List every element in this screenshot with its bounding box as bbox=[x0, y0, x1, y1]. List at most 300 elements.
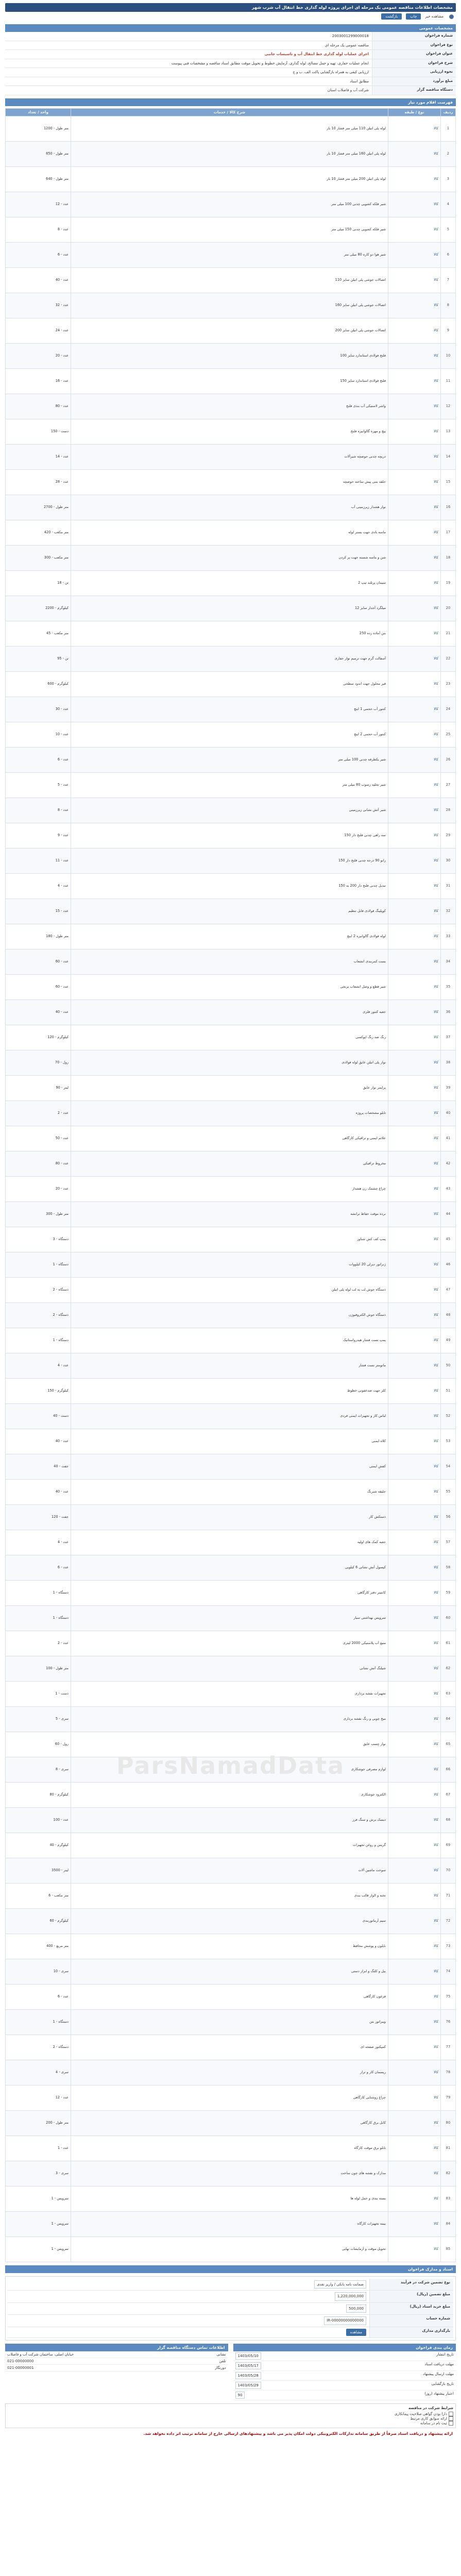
doc-price-value: 500,000 bbox=[346, 2304, 366, 2313]
item-unit: دستگاه - 1 bbox=[6, 1252, 71, 1277]
item-desc: کلاه ایمنی bbox=[71, 1429, 388, 1454]
table-row bbox=[6, 949, 456, 974]
item-no: 61 bbox=[441, 1631, 456, 1656]
item-unit: عدد - 40 bbox=[6, 1479, 71, 1504]
item-unit: عدد - 6 bbox=[6, 1555, 71, 1580]
table-row bbox=[6, 1580, 456, 1605]
item-no: 36 bbox=[441, 999, 456, 1025]
guarantee-select[interactable]: ضمانت نامه بانکی / واریز نقدی bbox=[314, 2280, 366, 2289]
table-row bbox=[6, 873, 456, 899]
item-desc: تابلو برق موقت کارگاه bbox=[71, 2136, 388, 2161]
item-desc: دستگاه جوش الکتروفیوژن bbox=[71, 1302, 388, 1328]
item-desc: زانو 90 درجه چدنی فلنج دار 150 bbox=[71, 848, 388, 873]
table-row bbox=[6, 2060, 456, 2085]
item-unit: سری - 3 bbox=[6, 2161, 71, 2186]
item-no: 71 bbox=[441, 1883, 456, 1908]
item-no: 58 bbox=[441, 1555, 456, 1580]
item-no: 17 bbox=[441, 520, 456, 545]
field-key: شماره فراخوان bbox=[372, 32, 456, 41]
item-desc: سوخت ماشین آلات bbox=[71, 1858, 388, 1883]
bank-row bbox=[8, 2315, 453, 2327]
checkbox-icon[interactable] bbox=[449, 2412, 453, 2416]
item-type: کالا bbox=[388, 2110, 441, 2136]
table-row bbox=[6, 1050, 456, 1075]
item-no: 45 bbox=[441, 1227, 456, 1252]
item-unit: عدد - 100 bbox=[6, 1807, 71, 1833]
table-row bbox=[6, 242, 456, 267]
item-no: 32 bbox=[441, 899, 456, 924]
contact-row bbox=[5, 2358, 228, 2365]
item-type: کالا bbox=[388, 1429, 441, 1454]
item-no: 79 bbox=[441, 2085, 456, 2110]
item-no: 41 bbox=[441, 1126, 456, 1151]
item-desc: نوار هشدار زیرزمینی آب bbox=[71, 495, 388, 520]
item-unit: دستگاه - 1 bbox=[6, 1605, 71, 1631]
table-row bbox=[6, 1833, 456, 1858]
item-unit: متر طول - 2700 bbox=[6, 495, 71, 520]
table-row bbox=[6, 1454, 456, 1479]
table-row bbox=[6, 267, 456, 293]
item-type: کالا bbox=[388, 1176, 441, 1201]
item-desc: مخروط ترافیکی bbox=[71, 1151, 388, 1176]
item-desc: سرویس بهداشتی سیار bbox=[71, 1605, 388, 1631]
item-no: 25 bbox=[441, 722, 456, 747]
doc-price-label: مبلغ خرید اسناد (ریال) bbox=[369, 2303, 453, 2315]
condition-label: ارائه سوابق کاری مرتبط bbox=[410, 2416, 447, 2421]
item-unit: عدد - 8 bbox=[6, 217, 71, 242]
table-row bbox=[6, 697, 456, 722]
item-type: کالا bbox=[388, 1277, 441, 1302]
item-no: 81 bbox=[441, 2136, 456, 2161]
item-no: 21 bbox=[441, 621, 456, 646]
item-no: 44 bbox=[441, 1201, 456, 1227]
item-unit: عدد - 28 bbox=[6, 469, 71, 495]
schedule-key: مهلت ارسال پیشنهاد bbox=[423, 2372, 454, 2376]
item-type: کالا bbox=[388, 2186, 441, 2211]
item-desc: لباس کار و تجهیزات ایمنی فردی bbox=[71, 1403, 388, 1429]
items-header-row bbox=[6, 108, 456, 116]
item-desc: کمپکتور صفحه ای bbox=[71, 2035, 388, 2060]
item-desc: ژنراتور دیزلی 20 کیلووات bbox=[71, 1252, 388, 1277]
item-type: کالا bbox=[388, 798, 441, 823]
col-no-header: ردیف bbox=[441, 108, 456, 116]
table-row bbox=[6, 1908, 456, 1934]
print-button[interactable]: چاپ bbox=[406, 13, 421, 20]
schedule-panel bbox=[233, 2341, 456, 2400]
item-unit: عدد - 40 bbox=[6, 1429, 71, 1454]
item-type: کالا bbox=[388, 899, 441, 924]
item-no: 11 bbox=[441, 368, 456, 394]
item-unit: سرویس - 1 bbox=[6, 2211, 71, 2236]
item-no: 48 bbox=[441, 1302, 456, 1328]
item-no: 47 bbox=[441, 1277, 456, 1302]
table-row bbox=[6, 318, 456, 343]
item-unit: کیلوگرم - 40 bbox=[6, 1833, 71, 1858]
table-row bbox=[6, 2110, 456, 2136]
checkbox-icon[interactable] bbox=[449, 2421, 453, 2426]
item-unit: عدد - 40 bbox=[6, 267, 71, 293]
item-type: کالا bbox=[388, 242, 441, 267]
condition-item[interactable] bbox=[8, 2412, 453, 2416]
item-unit: عدد - 80 bbox=[6, 1151, 71, 1176]
item-no: 75 bbox=[441, 1984, 456, 2009]
table-row bbox=[6, 394, 456, 419]
item-unit: رول - 60 bbox=[6, 1732, 71, 1757]
item-type: کالا bbox=[388, 1580, 441, 1605]
item-type: کالا bbox=[388, 394, 441, 419]
item-unit: عدد - 5 bbox=[6, 772, 71, 798]
item-unit: کیلوگرم - 60 bbox=[6, 1908, 71, 1934]
item-desc: تجهیزات نقشه برداری bbox=[71, 1681, 388, 1706]
schedule-row bbox=[233, 2351, 456, 2361]
item-type: کالا bbox=[388, 2161, 441, 2186]
item-no: 38 bbox=[441, 1050, 456, 1075]
item-unit: عدد - 12 bbox=[6, 2085, 71, 2110]
item-no: 77 bbox=[441, 2035, 456, 2060]
item-no: 39 bbox=[441, 1075, 456, 1100]
contact-panel bbox=[5, 2341, 228, 2400]
table-row bbox=[6, 974, 456, 999]
item-type: کالا bbox=[388, 697, 441, 722]
field-key: نوع فراخوان bbox=[372, 41, 456, 50]
table-row bbox=[6, 1126, 456, 1151]
field-value: شرکت آب و فاضلاب استان bbox=[327, 88, 369, 92]
field-value: مطابق اسناد bbox=[350, 79, 369, 83]
back-button[interactable]: بازگشت bbox=[381, 13, 402, 20]
table-row bbox=[6, 469, 456, 495]
table-row bbox=[6, 621, 456, 646]
table-row bbox=[6, 1858, 456, 1883]
item-desc: بتن آماده رده 250 bbox=[71, 621, 388, 646]
guarantee-row bbox=[8, 2279, 453, 2291]
item-type: کالا bbox=[388, 1605, 441, 1631]
item-type: کالا bbox=[388, 999, 441, 1025]
item-unit: متر مربع - 400 bbox=[6, 1934, 71, 1959]
checkbox-icon[interactable] bbox=[449, 2416, 453, 2421]
item-no: 56 bbox=[441, 1504, 456, 1530]
table-row bbox=[6, 1429, 456, 1454]
item-no: 65 bbox=[441, 1732, 456, 1757]
item-unit: متر مکعب - 45 bbox=[6, 621, 71, 646]
item-unit: لیتر - 90 bbox=[6, 1075, 71, 1100]
item-desc: لوله پلی اتیلن 160 میلی متر فشار 10 بار bbox=[71, 141, 388, 166]
item-desc: بیل و کلنگ و ابزار دستی bbox=[71, 1959, 388, 1984]
field-value: مناقصه عمومی یک مرحله ای bbox=[325, 43, 369, 47]
item-desc: جعبه کنتور فلزی bbox=[71, 999, 388, 1025]
item-no: 15 bbox=[441, 469, 456, 495]
schedule-key: تاریخ انتشار bbox=[436, 2352, 454, 2357]
item-type: کالا bbox=[388, 520, 441, 545]
item-desc: لوله فولادی گالوانیزه 2 اینچ bbox=[71, 924, 388, 949]
item-desc: نوار چسب عایق bbox=[71, 1732, 388, 1757]
item-type: کالا bbox=[388, 217, 441, 242]
item-type: کالا bbox=[388, 671, 441, 697]
table-row bbox=[6, 848, 456, 873]
item-unit: لیتر - 3500 bbox=[6, 1858, 71, 1883]
notice-text: ارائه پیشنهاد و دریافت اسناد صرفاً از طریق سامانه تدارکات الکترونیکی دولت امکان پذیر می باشد و پیشنهادهای ارسالی خارج از سامانه ترتیب اثر داده نخواهد شد. bbox=[143, 2431, 453, 2436]
item-type: کالا bbox=[388, 1908, 441, 1934]
item-desc: شیر آتش نشانی زیرزمینی bbox=[71, 798, 388, 823]
item-type: کالا bbox=[388, 1959, 441, 1984]
item-unit: کیلوگرم - 150 bbox=[6, 1378, 71, 1403]
toolbar bbox=[5, 12, 456, 21]
item-unit: عدد - 60 bbox=[6, 949, 71, 974]
item-unit: عدد - 80 bbox=[6, 394, 71, 419]
item-no: 6 bbox=[441, 242, 456, 267]
item-unit: عدد - 12 bbox=[6, 192, 71, 217]
item-desc: میلگرد آجدار سایز 12 bbox=[71, 596, 388, 621]
item-no: 42 bbox=[441, 1151, 456, 1176]
upload-label: بارگذاری مدارک bbox=[369, 2327, 453, 2338]
item-type: کالا bbox=[388, 141, 441, 166]
table-row bbox=[6, 1100, 456, 1126]
item-desc: تحویل موقت و آزمایشات نهایی bbox=[71, 2236, 388, 2262]
item-desc: دستکش کار bbox=[71, 1504, 388, 1530]
table-row bbox=[6, 1328, 456, 1353]
condition-label: دارا بودن گواهی صلاحیت پیمانکاری bbox=[394, 2412, 447, 2416]
item-unit: عدد - 6 bbox=[6, 242, 71, 267]
item-no: 40 bbox=[441, 1100, 456, 1126]
item-type: کالا bbox=[388, 419, 441, 444]
table-row bbox=[6, 293, 456, 318]
item-no: 46 bbox=[441, 1252, 456, 1277]
item-no: 52 bbox=[441, 1403, 456, 1429]
item-no: 59 bbox=[441, 1580, 456, 1605]
item-unit: عدد - 11 bbox=[6, 848, 71, 873]
view-radio[interactable] bbox=[449, 14, 454, 19]
item-desc: دستگاه جوش لب به لب لوله پلی اتیلن bbox=[71, 1277, 388, 1302]
item-no: 72 bbox=[441, 1908, 456, 1934]
general-fields bbox=[5, 32, 456, 95]
table-row bbox=[6, 798, 456, 823]
item-desc: مانومتر تست فشار bbox=[71, 1353, 388, 1378]
amount-label: مبلغ تضمین (ریال) bbox=[369, 2291, 453, 2302]
condition-item[interactable] bbox=[8, 2416, 453, 2421]
schedule-section-title: زمان بندی فراخوان bbox=[233, 2344, 456, 2351]
item-no: 16 bbox=[441, 495, 456, 520]
table-row bbox=[6, 747, 456, 772]
table-row bbox=[6, 1403, 456, 1429]
item-desc: شیر فلکه کشویی چدنی 150 میلی متر bbox=[71, 217, 388, 242]
item-desc: تخته و الوار قالب بندی bbox=[71, 1883, 388, 1908]
schedule-value: 1403/05/29 bbox=[235, 2382, 261, 2389]
item-type: کالا bbox=[388, 1126, 441, 1151]
item-no: 8 bbox=[441, 293, 456, 318]
item-desc: کپسول آتش نشانی 6 کیلویی bbox=[71, 1555, 388, 1580]
table-row bbox=[6, 192, 456, 217]
item-desc: اتصالات جوشی پلی اتیلن سایز 110 bbox=[71, 267, 388, 293]
item-unit: سری - 10 bbox=[6, 1959, 71, 1984]
table-row bbox=[6, 166, 456, 192]
item-unit: عدد - 50 bbox=[6, 1126, 71, 1151]
item-unit: عدد - 8 bbox=[6, 798, 71, 823]
item-desc: تبدیل چدنی فلنج دار 200 به 150 bbox=[71, 873, 388, 899]
amount-value: 1,220,000,000 bbox=[335, 2292, 366, 2301]
contact-key: دورنگار bbox=[215, 2366, 226, 2370]
item-desc: منبع آب پلاستیکی 2000 لیتری bbox=[71, 1631, 388, 1656]
item-unit: عدد - 32 bbox=[6, 293, 71, 318]
table-row bbox=[6, 1959, 456, 1984]
documents-box bbox=[5, 2276, 456, 2341]
item-no: 49 bbox=[441, 1328, 456, 1353]
schedule-key: مهلت دریافت اسناد bbox=[424, 2362, 454, 2366]
item-desc: میخ چوبی و رنگ نقشه برداری bbox=[71, 1706, 388, 1732]
item-type: کالا bbox=[388, 1025, 441, 1050]
item-no: 73 bbox=[441, 1934, 456, 1959]
item-no: 63 bbox=[441, 1681, 456, 1706]
item-unit: دستگاه - 1 bbox=[6, 2009, 71, 2035]
item-desc: فلنج فولادی استاندارد سایز 150 bbox=[71, 368, 388, 394]
item-unit: عدد - 9 bbox=[6, 823, 71, 848]
table-row bbox=[6, 520, 456, 545]
documents-section-title: اسناد و مدارک فراخوان bbox=[5, 2265, 456, 2273]
guarantee-label: نوع تضمین شرکت در فرآیند bbox=[369, 2279, 453, 2291]
item-unit: سری - 4 bbox=[6, 2060, 71, 2085]
item-type: کالا bbox=[388, 1706, 441, 1732]
item-type: کالا bbox=[388, 495, 441, 520]
field-row bbox=[5, 86, 456, 95]
field-row bbox=[5, 41, 456, 50]
field-value: ارزیابی کیفی به همراه بازگشایی پاکت الف، ب و ج bbox=[293, 70, 369, 74]
table-row bbox=[6, 545, 456, 570]
item-desc: تابلو مشخصات پروژه bbox=[71, 1100, 388, 1126]
field-row bbox=[5, 59, 456, 69]
item-no: 57 bbox=[441, 1530, 456, 1555]
table-row bbox=[6, 1984, 456, 2009]
item-desc: ریسمان کار و تراز bbox=[71, 2060, 388, 2085]
item-type: کالا bbox=[388, 343, 441, 368]
item-desc: کابل برق کارگاهی bbox=[71, 2110, 388, 2136]
item-type: کالا bbox=[388, 1403, 441, 1429]
item-type: کالا bbox=[388, 848, 441, 873]
item-type: کالا bbox=[388, 1504, 441, 1530]
table-row bbox=[6, 1605, 456, 1631]
item-no: 82 bbox=[441, 2161, 456, 2186]
item-desc: لوله پلی اتیلن 200 میلی متر فشار 10 بار bbox=[71, 166, 388, 192]
table-row bbox=[6, 1782, 456, 1807]
item-desc: فلنج فولادی استاندارد سایز 100 bbox=[71, 343, 388, 368]
item-unit: عدد - 4 bbox=[6, 1530, 71, 1555]
item-unit: عدد - 16 bbox=[6, 368, 71, 394]
view-label: مشاهده خبر bbox=[425, 14, 443, 19]
item-unit: کیلوگرم - 2200 bbox=[6, 596, 71, 621]
table-row bbox=[6, 646, 456, 671]
item-unit: دست - 150 bbox=[6, 419, 71, 444]
item-no: 66 bbox=[441, 1757, 456, 1782]
item-no: 37 bbox=[441, 1025, 456, 1050]
field-key: عنوان فراخوان bbox=[372, 50, 456, 59]
upload-row bbox=[8, 2327, 453, 2338]
item-type: کالا bbox=[388, 2035, 441, 2060]
item-no: 80 bbox=[441, 2110, 456, 2136]
contact-row bbox=[5, 2365, 228, 2371]
item-desc: بسته بندی و حمل لوله ها bbox=[71, 2186, 388, 2211]
item-type: کالا bbox=[388, 1757, 441, 1782]
item-type: کالا bbox=[388, 1151, 441, 1176]
schedule-row bbox=[233, 2361, 456, 2371]
item-unit: عدد - 20 bbox=[6, 343, 71, 368]
field-key: نحوه ارزیابی bbox=[372, 68, 456, 77]
upload-view-button[interactable]: مشاهده bbox=[346, 2329, 366, 2336]
item-no: 62 bbox=[441, 1656, 456, 1681]
bank-value: IR-00000000000000 bbox=[324, 2316, 366, 2325]
item-no: 53 bbox=[441, 1429, 456, 1454]
item-desc: علائم ایمنی و ترافیکی کارگاهی bbox=[71, 1126, 388, 1151]
table-row bbox=[6, 1631, 456, 1656]
item-unit: دستگاه - 2 bbox=[6, 2035, 71, 2060]
item-no: 18 bbox=[441, 545, 456, 570]
item-desc: سیمان پرتلند تیپ 2 bbox=[71, 570, 388, 596]
item-type: کالا bbox=[388, 570, 441, 596]
item-unit: عدد - 1 bbox=[6, 2136, 71, 2161]
item-unit: متر طول - 200 bbox=[6, 2110, 71, 2136]
item-desc: کنتور آب حجمی 2 اینچ bbox=[71, 722, 388, 747]
item-type: کالا bbox=[388, 1227, 441, 1252]
item-no: 31 bbox=[441, 873, 456, 899]
item-no: 14 bbox=[441, 444, 456, 469]
item-unit: عدد - 6 bbox=[6, 747, 71, 772]
item-type: کالا bbox=[388, 1100, 441, 1126]
table-row bbox=[6, 1227, 456, 1252]
item-unit: دستگاه - 1 bbox=[6, 1580, 71, 1605]
item-desc: نایلون و پوشش محافظ bbox=[71, 1934, 388, 1959]
item-type: کالا bbox=[388, 1328, 441, 1353]
watermark: ParsNamadData bbox=[116, 1752, 345, 1780]
item-type: کالا bbox=[388, 2236, 441, 2262]
item-desc: ویبراتور بتن bbox=[71, 2009, 388, 2035]
item-type: کالا bbox=[388, 1833, 441, 1858]
item-unit: عدد - 6 bbox=[6, 1984, 71, 2009]
table-row bbox=[6, 2035, 456, 2060]
item-type: کالا bbox=[388, 469, 441, 495]
item-unit: متر مکعب - 6 bbox=[6, 1883, 71, 1908]
table-row bbox=[6, 1151, 456, 1176]
item-type: کالا bbox=[388, 545, 441, 570]
item-type: کالا bbox=[388, 1782, 441, 1807]
item-unit: کیلوگرم - 600 bbox=[6, 671, 71, 697]
condition-item[interactable] bbox=[8, 2421, 453, 2426]
item-unit: دست - 40 bbox=[6, 1403, 71, 1429]
item-desc: کلر جهت ضدعفونی خطوط bbox=[71, 1378, 388, 1403]
contact-value: 021-00000000 bbox=[7, 2359, 34, 2363]
item-no: 1 bbox=[441, 116, 456, 141]
table-row bbox=[6, 495, 456, 520]
item-type: کالا bbox=[388, 924, 441, 949]
table-row bbox=[6, 2211, 456, 2236]
item-desc: شیر هوا دو کاره 80 میلی متر bbox=[71, 242, 388, 267]
item-desc: پمپ کف کش شناور bbox=[71, 1227, 388, 1252]
schedule-value: 1403/05/28 bbox=[235, 2372, 261, 2379]
item-unit: عدد - 4 bbox=[6, 873, 71, 899]
item-no: 27 bbox=[441, 772, 456, 798]
item-type: کالا bbox=[388, 722, 441, 747]
item-type: کالا bbox=[388, 293, 441, 318]
item-desc: بست کمربندی انشعاب bbox=[71, 949, 388, 974]
page-title: مشخصات اطلاعات مناقصه عمومی یک مرحله ای اجرای پروژه لوله گذاری خط انتقال آب شرب شهر bbox=[5, 3, 456, 12]
table-row bbox=[6, 116, 456, 141]
bank-label: شماره حساب bbox=[369, 2315, 453, 2327]
item-no: 4 bbox=[441, 192, 456, 217]
item-type: کالا bbox=[388, 1252, 441, 1277]
item-no: 83 bbox=[441, 2186, 456, 2211]
schedule-contact bbox=[5, 2341, 456, 2400]
item-type: کالا bbox=[388, 1454, 441, 1479]
item-type: کالا bbox=[388, 823, 441, 848]
item-desc: نرده موقت حفاظ ترانشه bbox=[71, 1201, 388, 1227]
item-desc: پرایمر نوار عایق bbox=[71, 1075, 388, 1100]
table-row bbox=[6, 419, 456, 444]
table-row bbox=[6, 444, 456, 469]
